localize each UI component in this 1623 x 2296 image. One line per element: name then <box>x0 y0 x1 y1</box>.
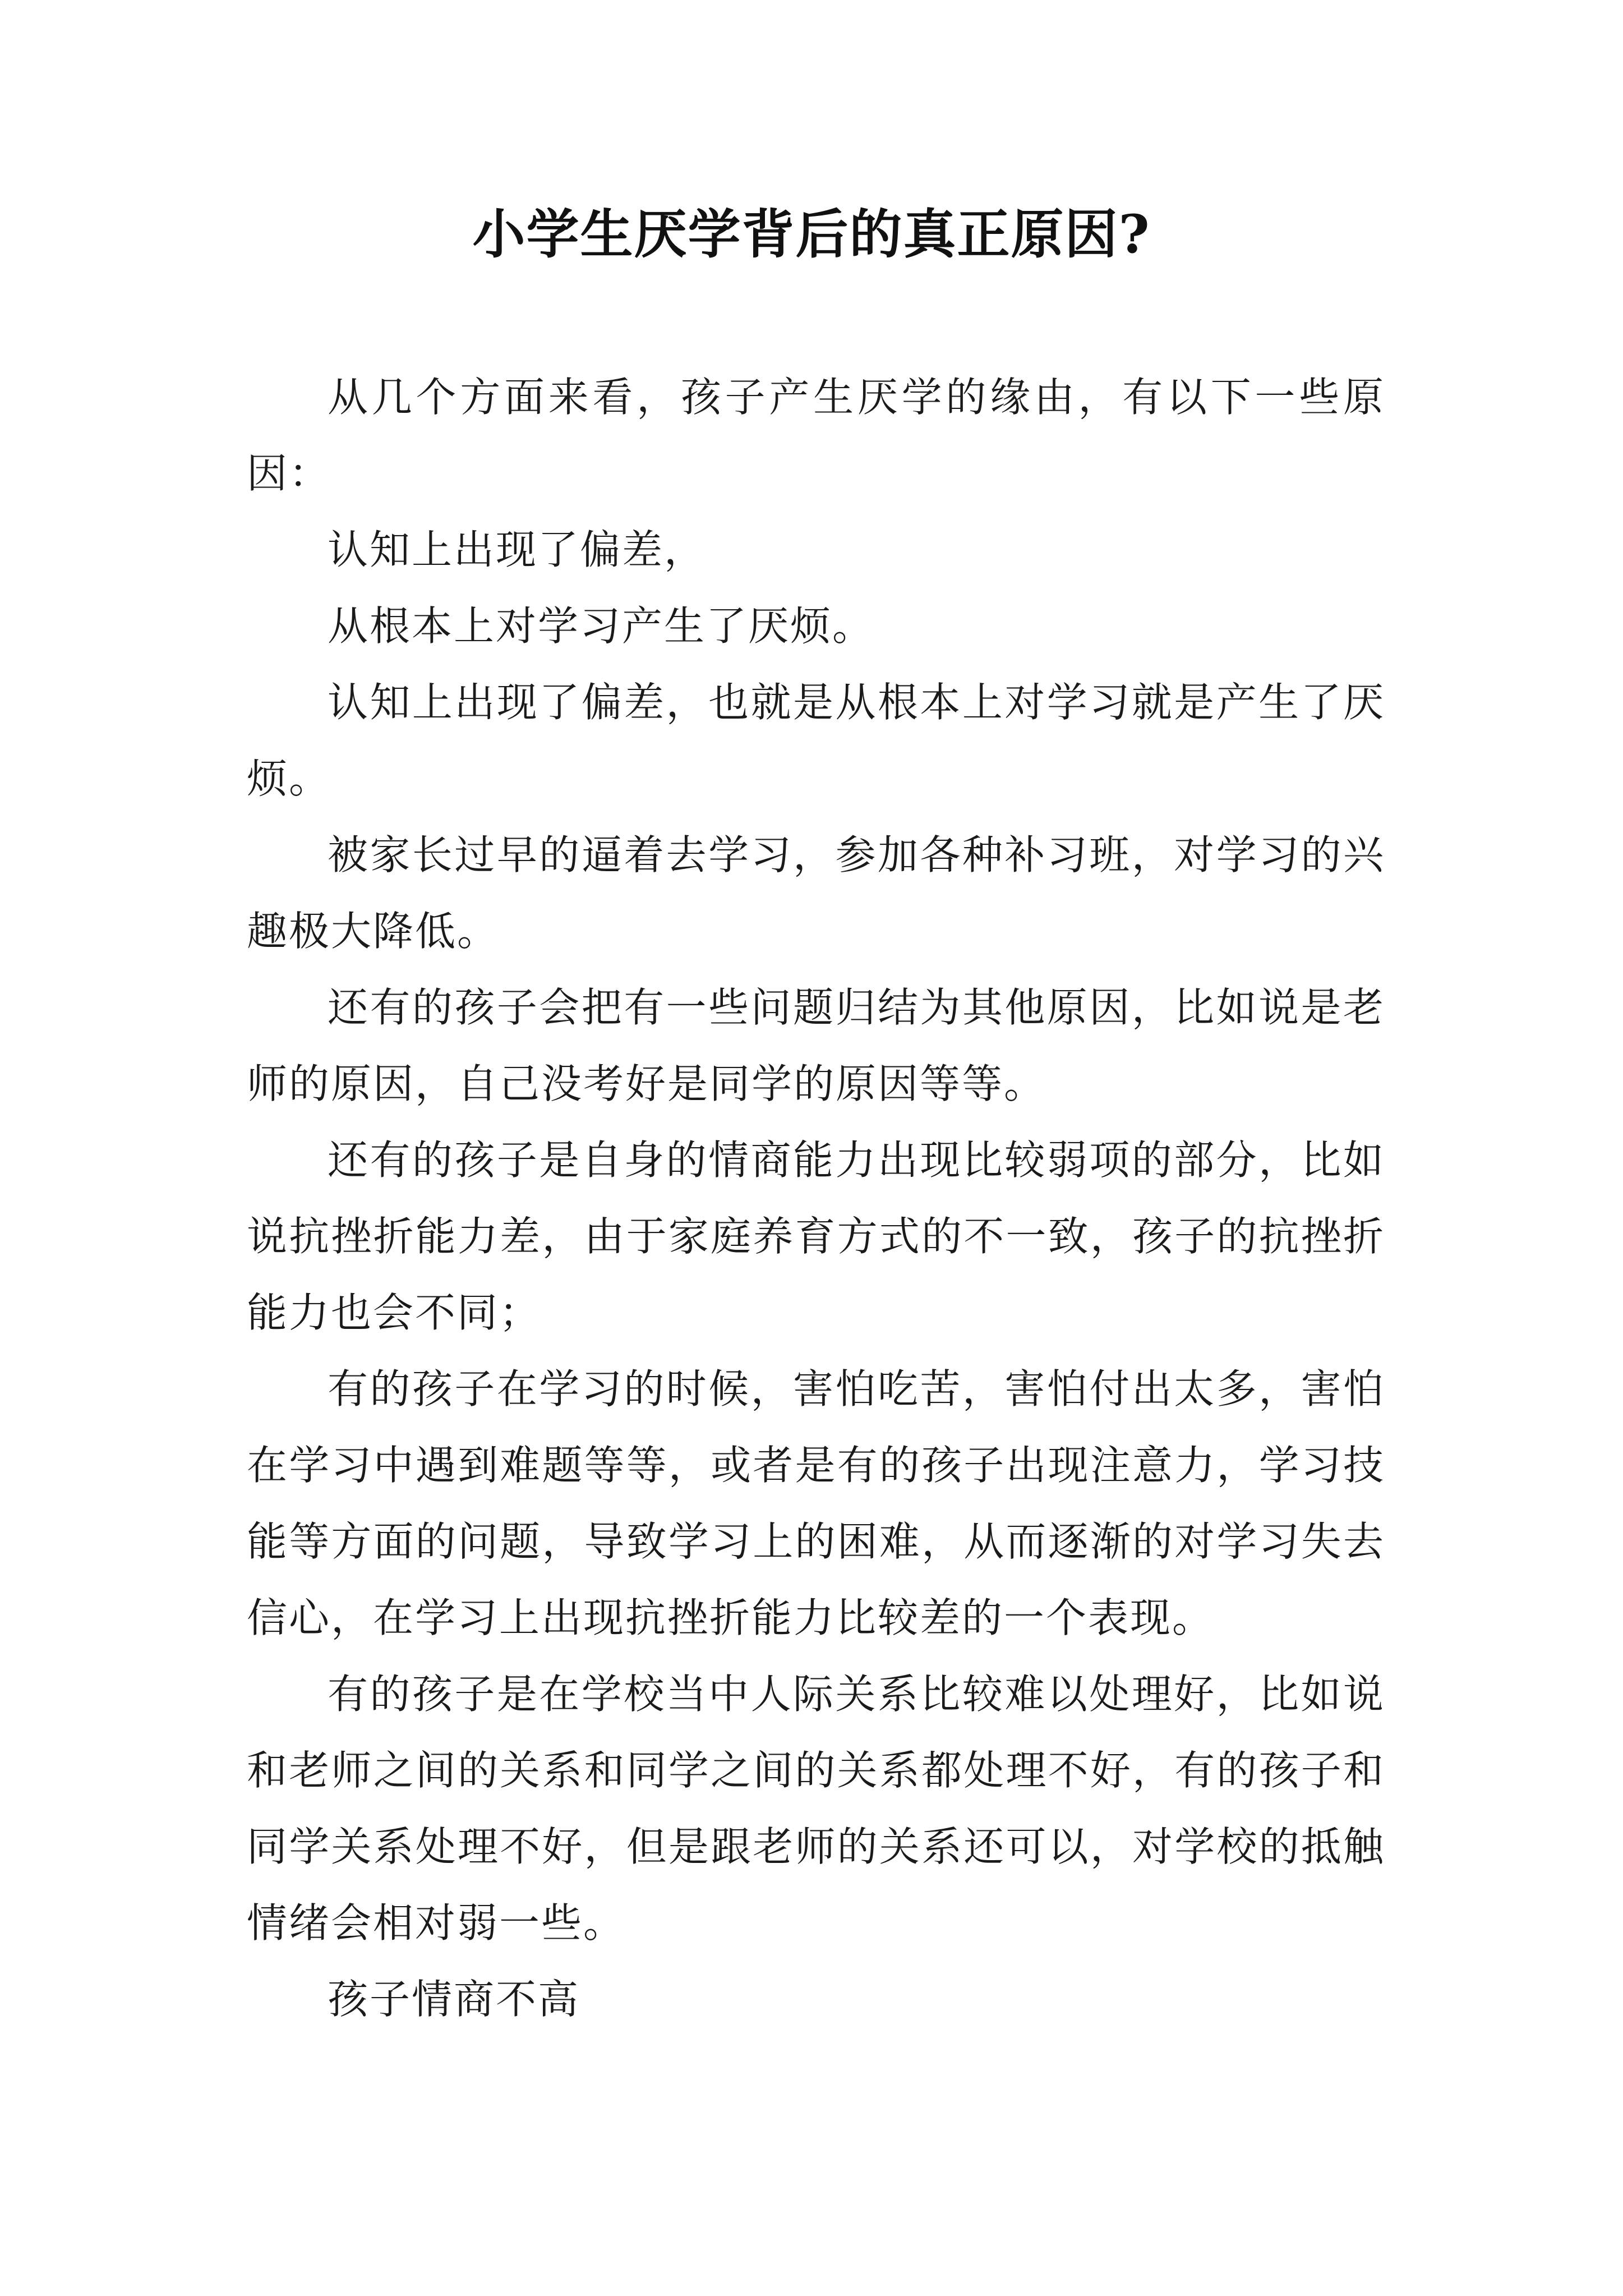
paragraph: 认知上出现了偏差，也就是从根本上对学习就是产生了厌烦。 <box>247 679 1385 802</box>
paragraph: 认知上出现了偏差， <box>328 526 707 573</box>
paragraph: 从根本上对学习产生了厌烦。 <box>328 602 875 650</box>
paragraph: 有的孩子是在学校当中人际关系比较难以处理好，比如说和老师之间的关系和同学之间的关系都处理不好，有的孩子和同学关系处理不好，但是跟老师的关系还可以，对学校的抵触情绪会相对弱一些。 <box>247 1671 1385 1947</box>
document-title: 小学生厌学背后的真正原因? <box>472 204 1151 265</box>
paragraph: 孩子情商不高 <box>328 1976 580 2023</box>
paragraph: 还有的孩子是自身的情商能力出现比较弱项的部分，比如说抗挫折能力差，由于家庭养育方式的不一致，孩子的抗挫折能力也会不同； <box>247 1137 1385 1336</box>
paragraph: 被家长过早的逼着去学习，参加各种补习班，对学习的兴趣极大降低。 <box>247 831 1385 955</box>
paragraph: 有的孩子在学习的时候，害怕吃苦，害怕付出太多，害怕在学习中遇到难题等等，或者是有的孩子出现注意力，学习技能等方面的问题，导致学习上的困难，从而逐渐的对学习失去信心，在学习上出现抗挫折能力比较差的一个表现。 <box>247 1365 1385 1641</box>
paragraph: 从几个方面来看，孩子产生厌学的缘由，有以下一些原因： <box>247 374 1385 497</box>
paragraph: 还有的孩子会把有一些问题归结为其他原因，比如说是老师的原因，自己没考好是同学的原因等等。 <box>247 984 1385 1107</box>
document-body <box>247 359 1385 2037</box>
